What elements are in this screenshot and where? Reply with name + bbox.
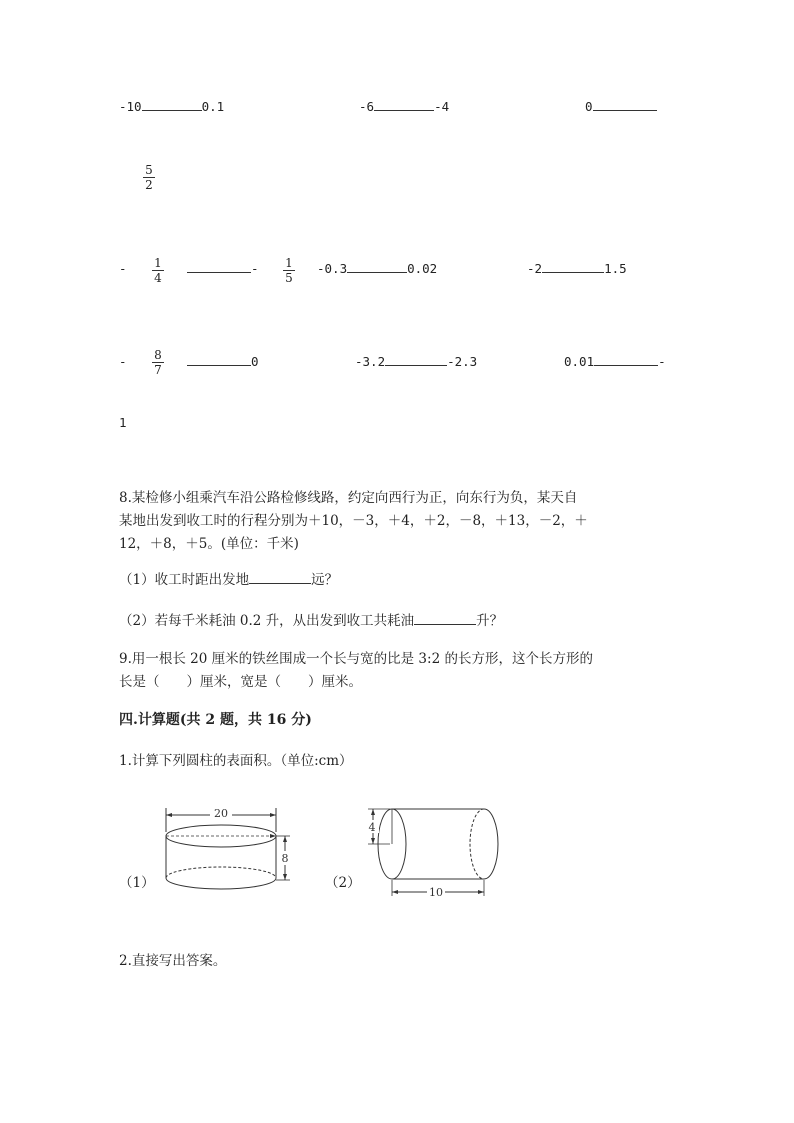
calc-question-1: 1.计算下列圆柱的表面积。（单位:cm） bbox=[119, 753, 353, 769]
value-left: -10 bbox=[119, 99, 142, 114]
value-left: -0.3 bbox=[317, 261, 348, 276]
question-9 bbox=[119, 648, 679, 694]
answer-blank[interactable] bbox=[594, 354, 658, 366]
height-label: 8 bbox=[281, 852, 289, 865]
compare-item-7 bbox=[187, 354, 259, 369]
fraction-8-7 bbox=[152, 348, 164, 377]
question-text-line: 某地出发到收工时的行程分别为＋10，－3，＋4，＋2，－8，＋13，－2，＋ bbox=[119, 513, 588, 529]
answer-blank[interactable] bbox=[374, 99, 434, 111]
cylinder-bottom bbox=[166, 878, 276, 889]
numerator: 5 bbox=[145, 163, 153, 177]
fraction-1-5 bbox=[283, 256, 295, 285]
diameter-label: 20 bbox=[214, 807, 228, 820]
question-text-line: 8.某检修小组乘汽车沿公路检修线路，约定向西行为正，向东行为负，某天自 bbox=[119, 490, 578, 506]
numerator: 1 bbox=[285, 256, 293, 270]
numerator: 1 bbox=[154, 256, 162, 270]
answer-blank[interactable] bbox=[249, 572, 311, 584]
value-right: 0.1 bbox=[201, 99, 225, 114]
question-8 bbox=[119, 487, 679, 556]
value-left: -6 bbox=[359, 99, 375, 114]
denominator: 2 bbox=[145, 178, 153, 192]
value-right: 0 bbox=[251, 354, 259, 369]
section-title: 四.计算题(共 2 题，共 16 分) bbox=[119, 712, 312, 728]
arrow-icon bbox=[283, 874, 287, 880]
answer-blank[interactable] bbox=[142, 99, 202, 111]
arrow-icon bbox=[283, 836, 287, 842]
minus-sign: - bbox=[119, 261, 127, 276]
question-text-line: 长是（ ）厘米，宽是（ ）厘米。 bbox=[119, 674, 362, 690]
compare-item-4 bbox=[187, 261, 259, 276]
fraction-5-2 bbox=[143, 163, 155, 192]
fraction-1-4 bbox=[152, 256, 164, 285]
part-text: （1）收工时距出发地 bbox=[119, 572, 250, 588]
cylinder-right-base bbox=[484, 809, 498, 879]
denominator: 7 bbox=[154, 363, 162, 377]
answer-blank[interactable] bbox=[542, 261, 604, 273]
question-8-part-1 bbox=[119, 568, 338, 588]
question-text-line: 12，＋8，＋5。(单位：千米) bbox=[119, 536, 299, 552]
answer-blank[interactable] bbox=[187, 261, 251, 273]
question-text-line: 9.用一根长 20 厘米的铁丝围成一个长与宽的比是 3:2 的长方形，这个长方形的 bbox=[119, 651, 593, 667]
denominator: 4 bbox=[154, 271, 162, 285]
value-right: -2.3 bbox=[447, 354, 478, 369]
arrow-icon bbox=[478, 890, 484, 894]
answer-blank[interactable] bbox=[385, 354, 447, 366]
value-left: 0 bbox=[585, 99, 593, 114]
arrow-icon bbox=[371, 809, 375, 815]
value-right: 1.5 bbox=[604, 261, 627, 276]
minus-sign: - bbox=[119, 354, 127, 369]
compare-item-9 bbox=[564, 354, 666, 369]
radius-label: 4 bbox=[368, 821, 376, 834]
compare-item-5 bbox=[317, 261, 437, 276]
arrow-icon bbox=[371, 838, 375, 844]
compare-item-9-continued: 1 bbox=[119, 415, 127, 430]
answer-blank[interactable] bbox=[347, 261, 407, 273]
value-left: 0.01 bbox=[564, 354, 595, 369]
figure-1-label: （1） bbox=[119, 875, 155, 891]
arrow-icon bbox=[166, 813, 172, 817]
part-text: （2）若每千米耗油 0.2 升，从出发到收工共耗油 bbox=[119, 613, 415, 629]
length-label: 10 bbox=[429, 886, 443, 899]
numerator: 8 bbox=[154, 348, 162, 362]
part-text: 远？ bbox=[311, 572, 339, 588]
cylinder-figure-2 bbox=[362, 804, 507, 904]
denominator: 5 bbox=[285, 271, 293, 285]
compare-item-1 bbox=[119, 99, 224, 114]
answer-blank[interactable] bbox=[593, 99, 657, 111]
figure-2-label: （2） bbox=[325, 875, 361, 891]
value-right: -4 bbox=[434, 99, 450, 114]
arrow-icon bbox=[270, 813, 276, 817]
part-text: 升？ bbox=[476, 613, 504, 629]
question-8-part-2 bbox=[119, 609, 503, 629]
value-right: 0.02 bbox=[407, 261, 438, 276]
answer-blank[interactable] bbox=[414, 613, 476, 625]
value-left: -3.2 bbox=[355, 354, 386, 369]
compare-item-3 bbox=[585, 99, 657, 114]
value-right: - bbox=[658, 354, 666, 369]
value-left: -2 bbox=[527, 261, 543, 276]
cylinder-figure-1 bbox=[158, 800, 298, 895]
compare-item-6 bbox=[527, 261, 627, 276]
arrow-icon bbox=[392, 890, 398, 894]
compare-item-2 bbox=[359, 99, 449, 114]
minus-sign: - bbox=[251, 261, 259, 276]
answer-blank[interactable] bbox=[187, 354, 251, 366]
calc-question-2: 2.直接写出答案。 bbox=[119, 953, 227, 969]
compare-item-8 bbox=[355, 354, 477, 369]
